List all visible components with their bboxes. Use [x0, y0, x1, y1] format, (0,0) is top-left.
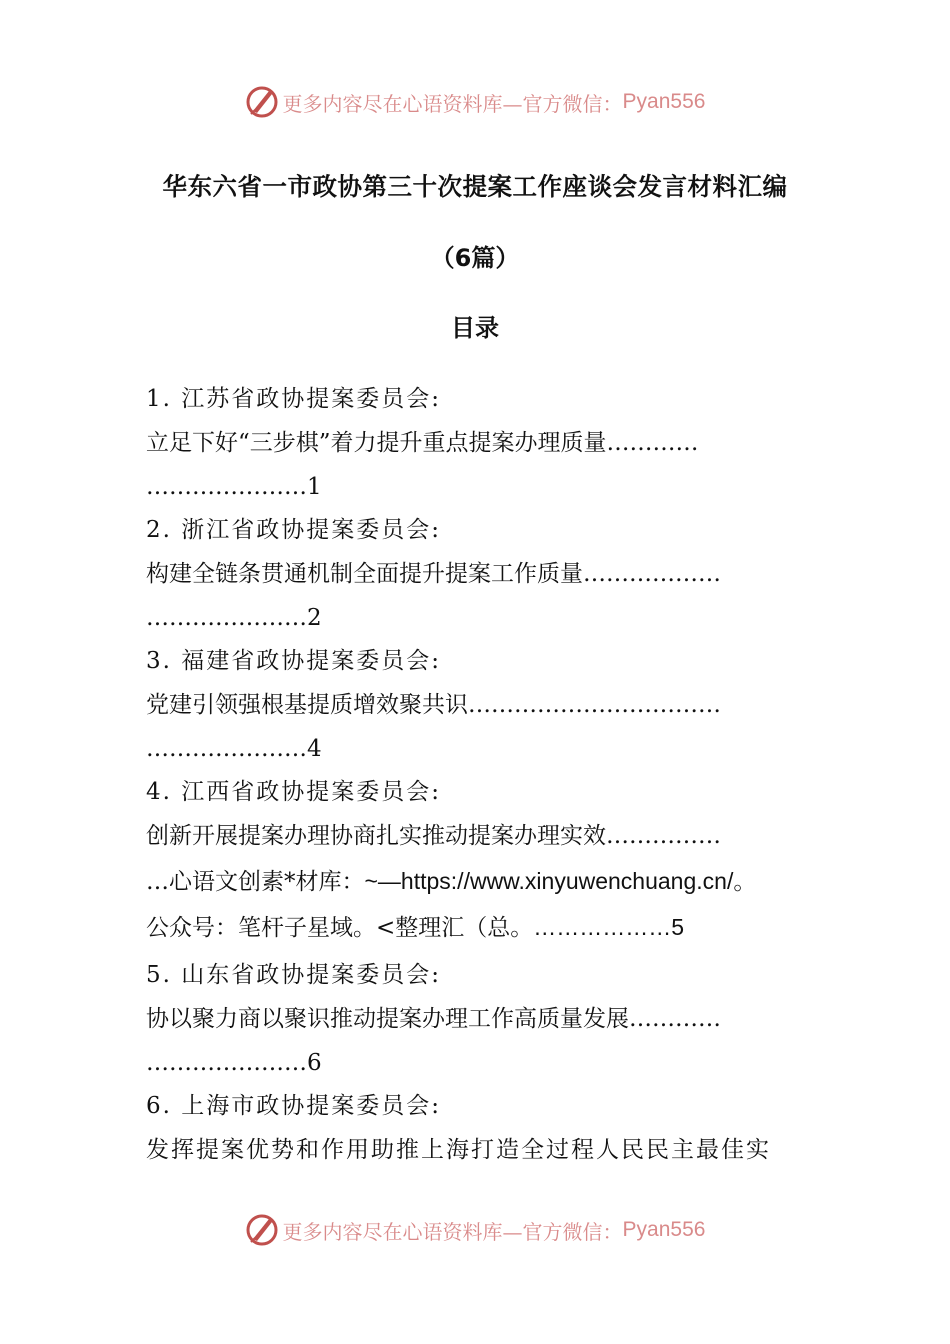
- toc-entry-title[interactable]: 协以聚力商以聚识推动提案办理工作高质量发展…………: [146, 1006, 721, 1032]
- quill-logo-icon: [245, 1213, 279, 1247]
- toc-entry-org: 2. 浙江省政协提案委员会:: [146, 517, 442, 543]
- toc-entry-continuation: [146, 866, 806, 897]
- toc-heading: 目录: [451, 314, 499, 342]
- toc-entry-title[interactable]: 构建全链条贯通机制全面提升提案工作质量………………: [146, 561, 721, 587]
- toc-entry-org: 5. 山东省政协提案委员会:: [146, 962, 442, 988]
- toc-entry-page: …………………6: [146, 1050, 322, 1076]
- toc-entry-page: …………………4: [146, 736, 322, 762]
- toc-entry-org: 6. 上海市政协提案委员会:: [146, 1093, 442, 1119]
- toc-entry-title[interactable]: 党建引领强根基提质增效聚共识……………………………: [146, 692, 721, 718]
- quill-logo-icon: [245, 85, 279, 119]
- watermark-text: 更多内容尽在心语资料库—官方微信：: [282, 91, 623, 116]
- toc-entry-page: …………………1: [146, 474, 322, 500]
- toc-entry-continuation: [146, 912, 806, 943]
- toc-entry-fragment: …心语文创素*材库：: [146, 869, 365, 895]
- watermark-banner-bottom: [0, 1210, 950, 1250]
- watermark-id: Pyan556: [622, 90, 706, 113]
- watermark-id: Pyan556: [622, 1218, 706, 1241]
- toc-entry-title[interactable]: 创新开展提案办理协商扎实推动提案办理实效……………: [146, 823, 721, 849]
- toc-entry-org: 1. 江苏省政协提案委员会:: [146, 386, 442, 412]
- toc-entry-page: ………………5: [533, 914, 685, 940]
- watermark-text: 更多内容尽在心语资料库—官方微信：: [282, 1219, 623, 1244]
- toc-entry-title[interactable]: 立足下好“三步棋”着力提升重点提案办理质量…………: [146, 430, 699, 456]
- toc-entry-org: 4. 江西省政协提案委员会:: [146, 779, 442, 805]
- toc-entry-title[interactable]: 发挥提案优势和作用助推上海打造全过程人民民主最佳实: [146, 1137, 771, 1163]
- toc-entry-org: 3. 福建省政协提案委员会:: [146, 648, 442, 674]
- document-title: 华东六省一市政协第三十次提案工作座谈会发言材料汇编: [162, 172, 788, 201]
- toc-entry-page: …………………2: [146, 605, 322, 631]
- document-subtitle: （6篇）: [430, 244, 520, 272]
- website-link[interactable]: ~—https://www.xinyuwenchuang.cn/。: [364, 868, 757, 894]
- toc-entry-fragment: 公众号：笔杆子星域。<整理汇（总。: [146, 915, 534, 941]
- watermark-banner-top: [0, 82, 950, 122]
